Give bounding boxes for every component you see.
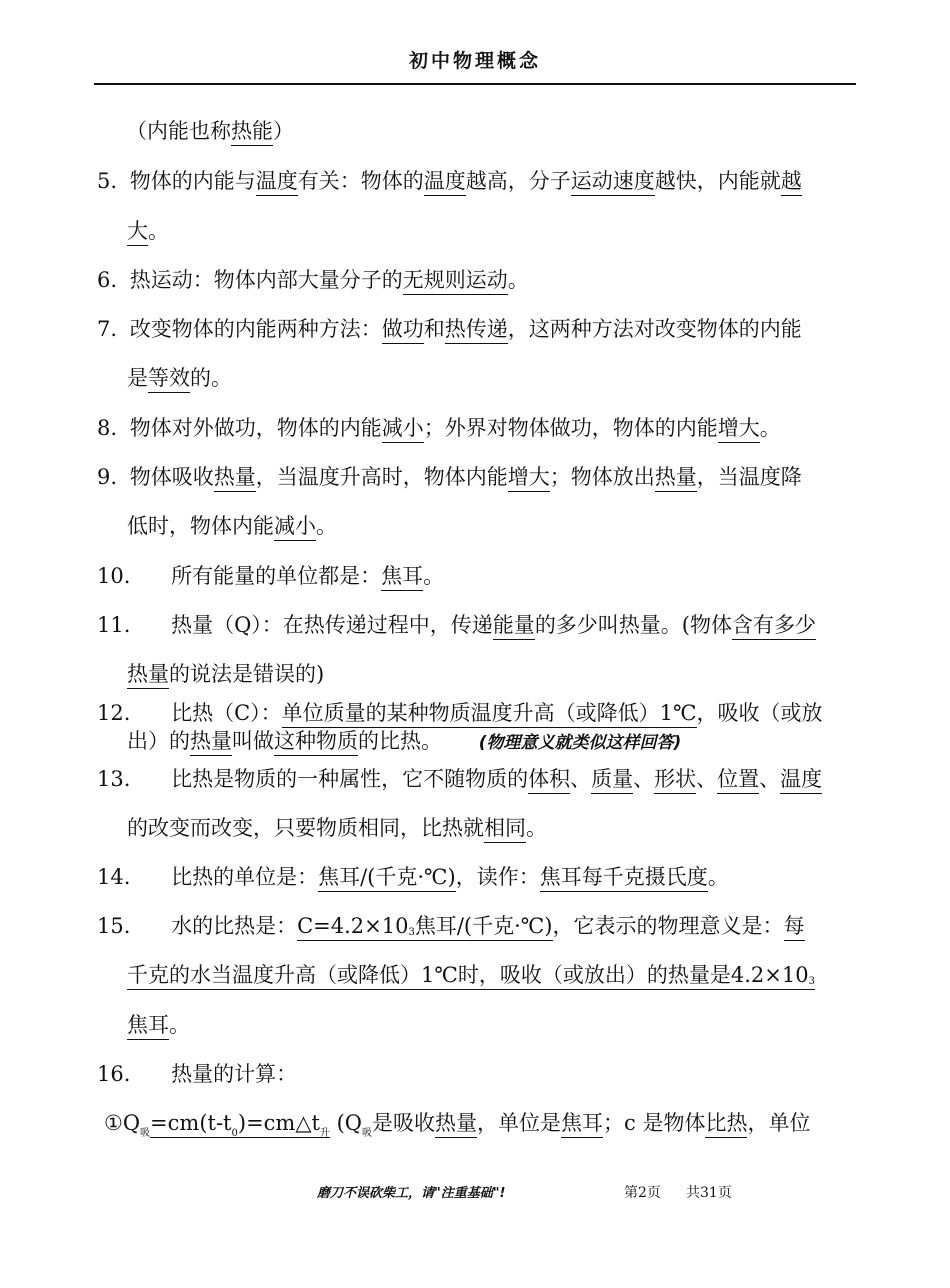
text: 。 (169, 1013, 190, 1037)
answer-underlined: 无规则运动 (403, 268, 508, 295)
circled-number: ① (104, 1111, 123, 1135)
text: 物体吸收 (129, 465, 214, 489)
text: ，当温度升高时，物体内能 (255, 465, 508, 489)
formula-underlined: =cm△t (246, 1111, 320, 1135)
formula-underlined: ) (237, 1111, 247, 1135)
subscript: 吸 (140, 1128, 151, 1139)
text: ，读作： (455, 865, 540, 889)
text: 。 (759, 416, 781, 440)
text: 、 (759, 767, 781, 791)
text: 。 (507, 268, 529, 292)
answer-underlined: 焦耳 (127, 1013, 169, 1040)
paragraph-line (97, 562, 444, 590)
answer-underlined: 热能 (231, 119, 273, 146)
text: 比热（C）： (171, 701, 282, 725)
answer-underlined: 单位质量的某种物质温度升高（或降低）1℃ (282, 701, 697, 728)
text: 有关：物体的 (297, 169, 424, 193)
page-total: 共31页 (686, 1185, 732, 1201)
text: 。 (148, 219, 169, 243)
text: 物体对外做功，物体的内能 (129, 416, 382, 440)
answer-underlined: 做功 (382, 317, 424, 344)
answer-underlined: 大 (127, 219, 148, 246)
answer-underlined: 温度 (256, 169, 298, 196)
paragraph-line (97, 863, 729, 891)
formula-underlined: C=4.2×10 (297, 914, 409, 938)
paragraph-line (97, 765, 822, 793)
text: 的多少叫热量。(物体 (534, 613, 733, 637)
text: 所有能量的单位都是： (171, 564, 382, 588)
margin-note: (物理意义就类似这样回答) (478, 733, 682, 753)
paragraph-line (127, 1011, 190, 1039)
header-divider (94, 83, 856, 85)
answer-underlined: 相同 (484, 816, 526, 843)
formula-line (104, 1109, 810, 1148)
text: 比热是物质的一种属性，它不随物质的 (171, 767, 529, 791)
item-number: 12. (97, 701, 131, 725)
answer-underlined: 含有多少 (732, 613, 816, 640)
text: 比热的单位是： (171, 865, 319, 889)
page-title: 初中物理概念 (408, 50, 541, 72)
answer-underlined: 这种物质 (274, 729, 358, 756)
answer-underlined: 热量 (655, 465, 697, 492)
item-number: 10. (97, 564, 131, 588)
paragraph-line (127, 364, 232, 392)
item-number: 11. (97, 613, 131, 637)
text: 。 (526, 816, 547, 840)
answer-underlined: 热量 (435, 1111, 477, 1138)
item-number: 16. (97, 1062, 131, 1086)
text: 叫做 (232, 729, 274, 753)
text: (Q (329, 1111, 363, 1135)
formula-underlined: 焦耳/(千克·℃) (414, 914, 553, 938)
paragraph-line (126, 117, 294, 145)
text: ，它表示的物理意义是： (552, 914, 784, 938)
answer-underlined: 减小 (382, 416, 424, 443)
answer-underlined: 形状 (654, 767, 696, 794)
text: 热运动：物体内部大量分子的 (129, 268, 403, 292)
text: ） (273, 119, 294, 143)
item-number: 13. (97, 767, 131, 791)
text: 越高，分子 (465, 169, 571, 193)
text: ，这两种方法对改变物体的内能 (507, 317, 802, 341)
paragraph-line (97, 699, 823, 727)
text: 的比热。 (358, 729, 442, 753)
text: ，单位是 (477, 1111, 562, 1135)
answer-underlined: 越 (781, 169, 802, 196)
answer-underlined: 减小 (274, 514, 316, 541)
answer-underlined: 焦耳 (561, 1111, 603, 1138)
answer-underlined: 焦耳每千克摄氏度 (540, 865, 708, 892)
answer-underlined: 体积 (528, 767, 570, 794)
text: 是吸收 (372, 1111, 436, 1135)
answer-underlined: 能量 (493, 613, 535, 640)
paragraph-line (127, 814, 547, 842)
text: 的说法是错误的) (169, 662, 325, 686)
text: ；物体放出 (549, 465, 655, 489)
page-footer (0, 1182, 950, 1204)
text: 低时，物体内能 (127, 514, 274, 538)
paragraph-line (127, 961, 815, 996)
answer-underlined: 热量 (214, 465, 256, 492)
text: 越快，内能就 (654, 169, 781, 193)
exponent: 3 (408, 927, 415, 938)
text: 的改变而改变，只要物质相同，比热就 (127, 816, 484, 840)
footer-motto: 磨刀不误砍柴工，请"注重基础"! (317, 1186, 506, 1201)
answer-underlined: 焦耳/(千克·℃) (318, 865, 456, 892)
text: 。 (707, 865, 729, 889)
text: ；外界对物体做功，物体的内能 (423, 416, 718, 440)
paragraph-line (127, 727, 681, 757)
answer-underlined: 质量 (591, 767, 633, 794)
answer-underlined: 比热 (705, 1111, 747, 1138)
answer-underlined: 焦耳 (381, 564, 423, 591)
paragraph-line (97, 463, 802, 491)
text: 、 (696, 767, 718, 791)
paragraph-line (97, 266, 529, 294)
item-number: 14. (97, 865, 131, 889)
paragraph-line (97, 315, 802, 343)
item-number: 6. (97, 268, 118, 292)
paragraph-line (127, 660, 324, 688)
text: 是 (127, 366, 148, 390)
paragraph-line (97, 912, 805, 947)
paragraph-line (97, 167, 802, 195)
exponent: 3 (808, 976, 815, 987)
answer-underlined: 位置 (717, 767, 759, 794)
subscript: 升 (319, 1128, 330, 1139)
subscript: 吸 (362, 1128, 373, 1139)
text: 、 (633, 767, 655, 791)
text: 的。 (190, 366, 232, 390)
text: 。 (423, 564, 445, 588)
paragraph-line (97, 611, 816, 639)
paragraph-line (127, 217, 169, 245)
text: （内能也称 (126, 119, 231, 143)
text: ，当温度降 (696, 465, 802, 489)
text: 和 (423, 317, 445, 341)
item-number: 8. (97, 416, 118, 440)
paragraph-line (97, 1060, 297, 1088)
symbol: Q (122, 1111, 141, 1135)
text: 热量的计算： (171, 1062, 298, 1086)
item-number: 9. (97, 465, 118, 489)
page-number: 第2页 (624, 1185, 661, 1201)
answer-underlined: 增大 (718, 416, 760, 443)
formula-underlined: =cm(t-t (150, 1111, 232, 1135)
answer-underlined: 每 (784, 914, 805, 941)
text: ，单位 (747, 1111, 811, 1135)
text: 出）的 (127, 729, 190, 753)
text: ；c 是物体 (603, 1111, 706, 1135)
item-number: 5. (97, 169, 118, 193)
answer-underlined: 热量 (190, 729, 232, 756)
answer-underlined: 热量 (127, 662, 169, 689)
item-number: 7. (97, 317, 118, 341)
answer-underlined: 千克的水当温度升高（或降低）1℃时，吸收（或放出）的热量是4.2×10 (127, 963, 809, 987)
paragraph-line (97, 414, 781, 442)
text: 。 (316, 514, 337, 538)
subscript: 0 (231, 1128, 238, 1139)
answer-underlined: 增大 (508, 465, 550, 492)
answer-underlined: 等效 (148, 366, 190, 393)
text: 水的比热是： (171, 914, 298, 938)
text: 、 (570, 767, 592, 791)
text: 物体的内能与 (129, 169, 256, 193)
text: 热量（Q）：在热传递过程中，传递 (171, 613, 493, 637)
answer-underlined: 运动速度 (571, 169, 655, 196)
item-number: 15. (97, 914, 131, 938)
paragraph-line (127, 512, 337, 540)
text: ，吸收（或放 (696, 701, 823, 725)
answer-underlined: 温度 (780, 767, 822, 794)
answer-underlined: 热传递 (445, 317, 508, 344)
answer-underlined: 温度 (424, 169, 466, 196)
text: 改变物体的内能两种方法： (129, 317, 382, 341)
